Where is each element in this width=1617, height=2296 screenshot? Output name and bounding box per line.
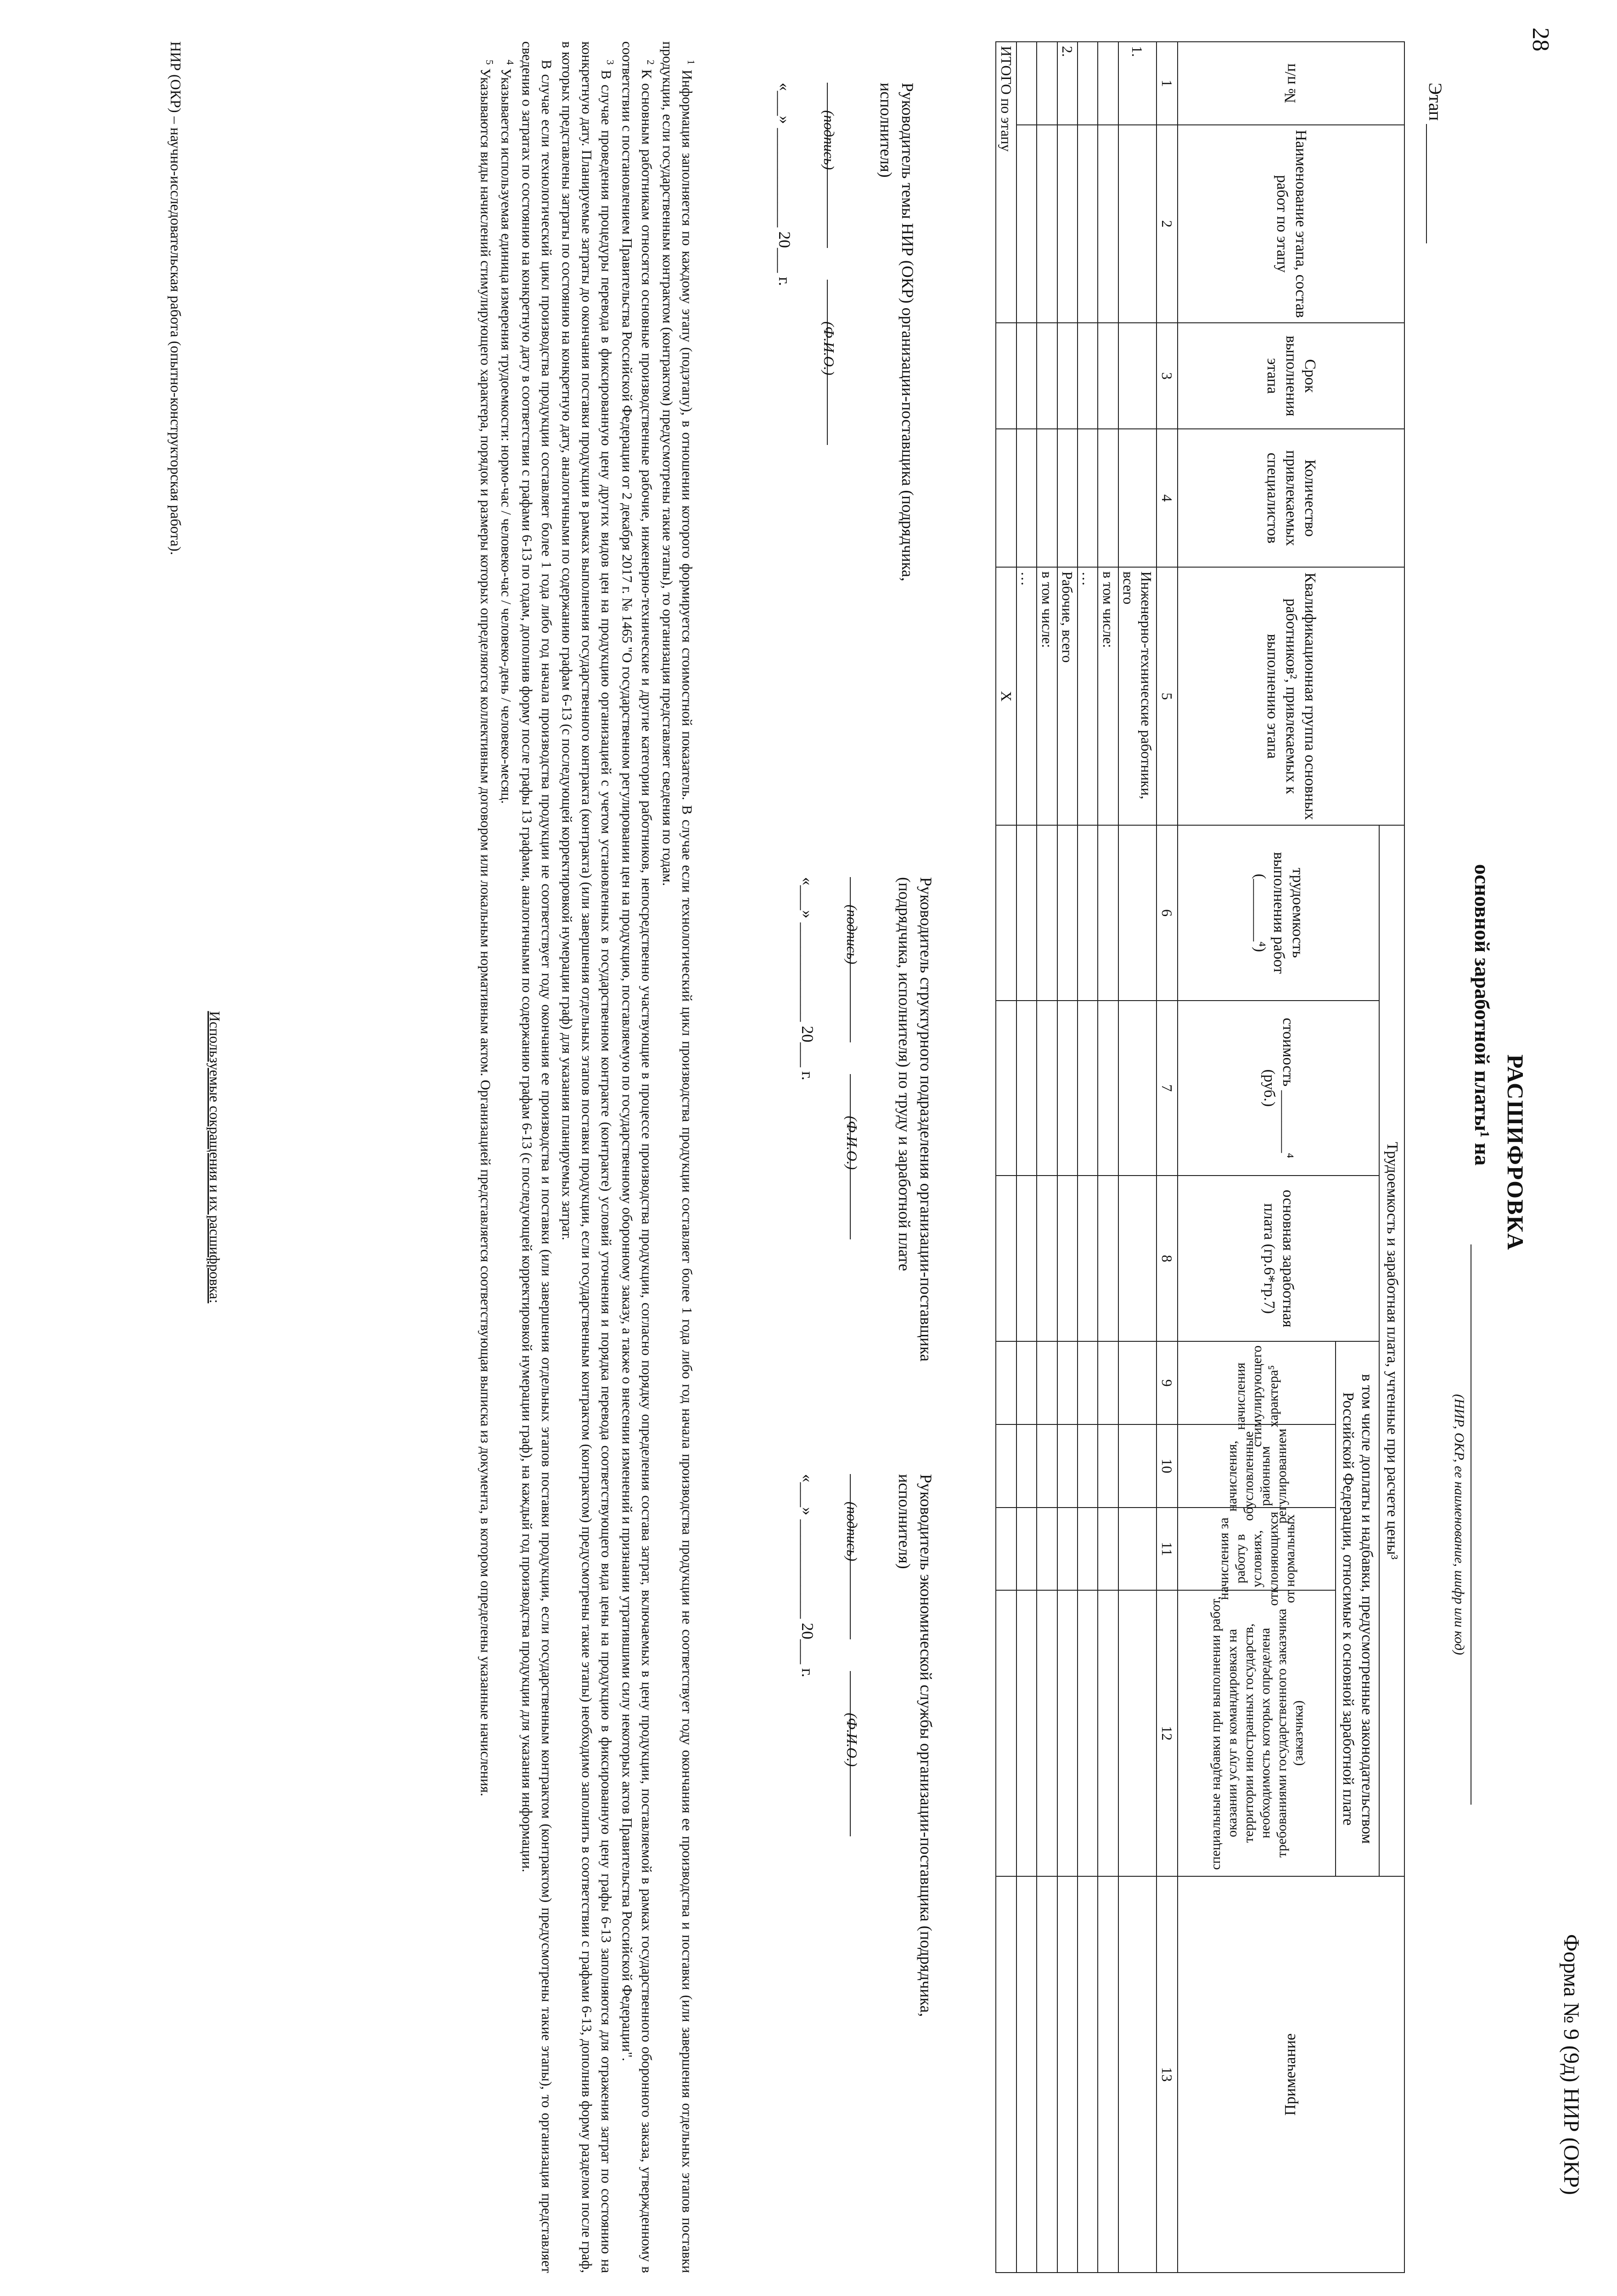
row-category: Рабочие, всего	[1057, 567, 1078, 825]
row-number	[1037, 42, 1057, 125]
row-category: в том числе:	[1037, 567, 1057, 825]
footnote: $^1$ Информация заполняется по каждому этапу (подэтапу), в отношении которого формируется стоимостной показатель. В случае если технологический цикл производства продукции составляет более 1 года либо год начала производства продукции не соответствует году окончания ее производства и поставки (или завершения отдельных этапов поставки продукции, если государственным контрактом (контрактом) предусмотрены такие этапы), то организация представляет сведения по годам.	[659, 41, 697, 2273]
col-number: 3	[1157, 323, 1178, 429]
table-cell[interactable]	[1078, 1176, 1098, 1341]
table-cell[interactable]	[1016, 1876, 1037, 2273]
signature-date: «___» ____________ 20___ г.	[775, 83, 794, 286]
signature-role: Руководитель структурного подразделения организации-поставщика (подрядчика, исполнителя) по труду и заработной плате	[895, 877, 935, 1362]
table-cell[interactable]	[996, 1508, 1016, 1591]
footnote: $^3$ В случае проведения процедуры перевода в фиксированную цену других видов цен на продукцию организацией с учетом установленных в государственном контракте (контракте) условий уточнения и порядка перевода соответствующего вида цены на продукцию в фиксированную цену графы 6-13 заполняются для отражения затрат по состоянию на конкретную дату. Планируемые затраты до окончания поставки продукции в рамках выполнения государственного контракта (контракта) (или завершения отдельных этапов поставки продукции, если государственным контрактом (контрактом) предусмотрены такие этапы) необходимо заполнить в соответствии с графами 6-13, дополнив форму разделом после граф, в которых представлены затраты по состоянию на конкретную дату, аналогичными по содержанию графам 6-13 (с последующей корректировкой нумерации граф) для указания планируемых затрат.	[559, 41, 617, 2273]
table-cell[interactable]	[1078, 1001, 1098, 1176]
table-cell[interactable]	[1016, 1001, 1037, 1176]
signature-date: «___» ____________ 20___ г.	[798, 877, 817, 1080]
table-cell[interactable]	[1078, 1341, 1098, 1424]
col-number: 13	[1157, 1876, 1178, 2273]
col-header-regional: начисления, обусловленные районным регулированием	[1178, 1424, 1336, 1508]
col-header-incentive: начисления стимулирующего характера⁵	[1178, 1341, 1336, 1424]
table-cell[interactable]	[1098, 1424, 1118, 1508]
col-header-conditions: начисления за работу в условиях, отклоняющихся от нормальных	[1178, 1508, 1336, 1591]
table-cell[interactable]	[1037, 1341, 1057, 1424]
table-row	[1098, 42, 1118, 2273]
table-cell[interactable]	[1037, 1508, 1057, 1591]
table-cell[interactable]	[996, 1876, 1016, 2273]
col-number: 6	[1157, 825, 1178, 1000]
table-cell[interactable]	[1016, 323, 1037, 429]
table-cell[interactable]	[1057, 125, 1078, 323]
col-number: 4	[1157, 429, 1178, 567]
table-cell[interactable]	[1098, 1876, 1118, 2273]
table-cell[interactable]	[1118, 1001, 1157, 1176]
table-cell[interactable]	[1057, 1876, 1078, 2273]
abbreviations	[165, 41, 225, 2273]
table-cell[interactable]	[1037, 125, 1057, 323]
table-cell[interactable]	[1016, 1341, 1037, 1424]
col-header-note: Примечание	[1178, 1876, 1404, 2273]
table-cell[interactable]	[1118, 1424, 1157, 1508]
table-cell[interactable]	[1037, 1590, 1057, 1876]
table-cell[interactable]	[1037, 429, 1057, 567]
document-title: РАСШИФРОВКА	[1503, 1054, 1528, 1251]
col-number: 5	[1157, 567, 1178, 825]
table-cell[interactable]	[1037, 1876, 1057, 2273]
footnotes	[476, 41, 698, 2273]
table-cell[interactable]	[1078, 429, 1098, 567]
table-cell[interactable]	[1118, 125, 1157, 323]
footnote: $^2$ К основным работникам относятся основные производственные рабочие, инженерно-технические и другие категории работников, непосредственно участвующие в процессе производства продукции, согласно порядку определения состава затрат, включаемых в цену продукции, поставляемой в рамках государственного оборонного заказа, утвержденному в соответствии с постановлением Правительства Российской Федерации от 2 декабря 2017 г. № 1465 "О государственном регулировании цен на продукцию, поставляемую по государственному оборонному заказу, а также о внесении изменений и признании утратившими силу некоторых актов Правительства Российской Федерации".	[619, 41, 657, 2273]
document-subtitle: основной заработной платы¹ на	[1471, 864, 1494, 1166]
table-cell[interactable]	[1037, 323, 1057, 429]
table-cell[interactable]	[1057, 1341, 1078, 1424]
row-number	[1078, 42, 1098, 125]
col-header-group: Трудоемкость и заработная плата, учтенные при расчете цены³	[1379, 825, 1404, 1876]
table-cell[interactable]	[1057, 323, 1078, 429]
table-cell[interactable]	[1098, 429, 1118, 567]
table-row	[1118, 42, 1157, 2273]
abbreviations-heading: Используемые сокращения и их расшифровка:	[207, 1011, 223, 1304]
col-number: 12	[1157, 1590, 1178, 1876]
name-caption: (Ф.И.О.)	[844, 1713, 861, 1767]
table-cell[interactable]	[1037, 1001, 1057, 1176]
subtitle-hint: (НИР, ОКР, ее наименование, шифр или код)	[1452, 1394, 1467, 1655]
footnote: В случае если технологический цикл производства продукции составляет более 1 года либо год начала производства продукции не соответствует году окончания ее производства и поставки (или завершения отдельных этапов поставки продукции, если государственным контрактом (контрактом) предусмотрены такие этапы), то организация представляет сведения о затратах по состоянию на конкретную дату в соответствии с графами 6-13 по годам, дополнив форму после графы 13 графами, аналогичными по содержанию графам 6-13 (с последующей корректировкой нумерации граф), на каждый год производства продукции для указания информации.	[519, 41, 555, 2273]
table-cell[interactable]	[1078, 125, 1098, 323]
table-cell[interactable]	[996, 1176, 1016, 1341]
table-cell[interactable]	[1016, 1176, 1037, 1341]
col-header-special: специальные надбавки при выполнении работ, оказании услуг в командировках на территории иностранных государств, необходимость которых определена требованиями государственного заказчика (заказчика)	[1178, 1590, 1336, 1876]
row-number: 2.	[1057, 42, 1078, 125]
table-cell[interactable]	[1118, 1508, 1157, 1591]
signature-role: Руководитель темы НИР (ОКР) организации-поставщика (подрядчика, исполнителя)	[877, 83, 917, 581]
table-cell[interactable]	[1078, 1424, 1098, 1508]
signature-caption: (подпись)	[844, 1502, 861, 1561]
table-cell[interactable]	[1078, 1508, 1098, 1591]
table-cell[interactable]	[996, 323, 1016, 429]
table-row	[1037, 42, 1057, 2273]
signature-right-2	[797, 1474, 937, 2048]
table-cell[interactable]	[1078, 1590, 1098, 1876]
col-header-base-salary: основная заработная плата (гр.6*гр.7)	[1178, 1176, 1380, 1341]
table-cell[interactable]	[1098, 1590, 1118, 1876]
table-cell[interactable]	[1118, 1590, 1157, 1876]
table-cell[interactable]	[1057, 1424, 1078, 1508]
table-cell[interactable]	[1037, 825, 1057, 1000]
table-cell[interactable]	[1016, 429, 1037, 567]
table-cell[interactable]	[1016, 1424, 1037, 1508]
col-header-subgroup: в том числе доплаты и надбавки, предусмотренные законодательством Российской Федерации, относимые к основной заработной плате	[1336, 1341, 1380, 1876]
table-cell[interactable]	[1057, 429, 1078, 567]
table-cell[interactable]	[1098, 323, 1118, 429]
table-cell[interactable]	[1118, 1876, 1157, 2273]
col-number: 2	[1157, 125, 1178, 323]
table-cell[interactable]	[1037, 1176, 1057, 1341]
signature-role: Руководитель экономической службы организации-поставщика (подрядчика, исполнителя)	[895, 1474, 935, 2017]
stage-field[interactable]	[1426, 124, 1427, 243]
table-cell[interactable]	[1057, 1590, 1078, 1876]
table-cell[interactable]	[1098, 1001, 1118, 1176]
row-category: …	[1016, 567, 1037, 825]
col-number: 1	[1157, 42, 1178, 125]
row-number	[1098, 42, 1118, 125]
table-cell[interactable]	[1118, 1176, 1157, 1341]
table-cell[interactable]	[996, 1590, 1016, 1876]
table-row	[1016, 42, 1037, 2273]
table-cell[interactable]	[996, 1341, 1016, 1424]
footnote: $^4$ Указывается используемая единица измерения трудоемкости: нормо-час / человеко-час / человеко-день / человеко-месяц.	[498, 60, 516, 804]
table-cell[interactable]	[1037, 1424, 1057, 1508]
col-number: 11	[1157, 1508, 1178, 1591]
total-label: ИТОГО по этапу	[996, 42, 1016, 323]
name-caption: (Ф.И.О.)	[844, 1116, 861, 1170]
col-header-qual-group: Квалификационная группа основных работников², привлекаемых к выполнению этапа	[1178, 567, 1404, 825]
table-cell[interactable]	[1057, 825, 1078, 1000]
row-category: Инженерно-технические работники, всего	[1118, 567, 1157, 825]
col-header-cost: стоимость ________⁴ (руб.)	[1178, 1001, 1380, 1176]
table-cell[interactable]	[1098, 825, 1118, 1000]
table-cell[interactable]	[1078, 323, 1098, 429]
table-cell[interactable]	[996, 1001, 1016, 1176]
col-number: 10	[1157, 1424, 1178, 1508]
col-header-num: № п/п	[1178, 42, 1404, 125]
table-cell[interactable]	[1016, 1590, 1037, 1876]
col-header-stage-name: Наименование этапа, состав работ по этапу	[1178, 125, 1404, 323]
name-caption: (Ф.И.О.)	[821, 321, 838, 376]
table-cell[interactable]	[1078, 825, 1098, 1000]
salary-table	[995, 41, 1405, 2273]
signature-left	[774, 83, 918, 588]
signature-right-1	[797, 877, 937, 1451]
col-header-term: Срок выполнения этапа	[1178, 323, 1404, 429]
table-cell[interactable]	[1098, 1176, 1118, 1341]
col-number: 9	[1157, 1341, 1178, 1424]
document-sheet	[28, 28, 1598, 2278]
signature-caption: (подпись)	[821, 110, 838, 170]
col-number: 7	[1157, 1001, 1178, 1176]
row-number: 1.	[1118, 42, 1157, 125]
table-cell[interactable]	[996, 1424, 1016, 1508]
table-cell[interactable]	[1098, 125, 1118, 323]
table-cell[interactable]	[1016, 825, 1037, 1000]
table-cell[interactable]	[996, 429, 1016, 567]
table-cell[interactable]	[1016, 125, 1037, 323]
table-cell[interactable]	[1057, 1001, 1078, 1176]
table-cell[interactable]	[1057, 1508, 1078, 1591]
table-cell[interactable]	[1098, 1508, 1118, 1591]
table-cell[interactable]	[1118, 429, 1157, 567]
page-number: 28	[1527, 28, 1554, 51]
table-cell[interactable]	[1078, 1876, 1098, 2273]
total-row	[996, 42, 1016, 2273]
row-category: …	[1078, 567, 1098, 825]
table-cell[interactable]	[1118, 323, 1157, 429]
form-label: Форма № 9 (9д) НИР (ОКР)	[1559, 1934, 1583, 2195]
total-qual-group: Х	[996, 567, 1016, 825]
stage-label: Этап	[1425, 83, 1446, 121]
abbreviation-item: НИР (ОКР) – научно-исследовательская работа (опытно-конструкторская работа).	[168, 41, 185, 555]
signature-date: «___» ____________ 20___ г.	[798, 1474, 817, 1677]
table-cell[interactable]	[1118, 825, 1157, 1000]
table-cell[interactable]	[1118, 1341, 1157, 1424]
footnote: $^5$ Указываются виды начислений стимулирующего характера, порядок и размеры которых определяются коллективным договором или локальным нормативным актом. Организацией представляется соответствующая выписка из документа, в котором определены указанные начисления.	[477, 60, 495, 1796]
col-header-specialists: Количество привлекаемых специалистов	[1178, 429, 1404, 567]
table-cell[interactable]	[1098, 1341, 1118, 1424]
col-header-labor: трудоемкость выполнения работ (________⁴)	[1178, 825, 1380, 1000]
signature-caption: (подпись)	[844, 905, 861, 964]
row-category: в том числе:	[1098, 567, 1118, 825]
table-row	[1057, 42, 1078, 2273]
table-cell[interactable]	[1016, 1508, 1037, 1591]
table-cell[interactable]	[1057, 1176, 1078, 1341]
table-row	[1078, 42, 1098, 2273]
table-cell[interactable]	[996, 825, 1016, 1000]
row-number	[1016, 42, 1037, 125]
col-number: 8	[1157, 1176, 1178, 1341]
